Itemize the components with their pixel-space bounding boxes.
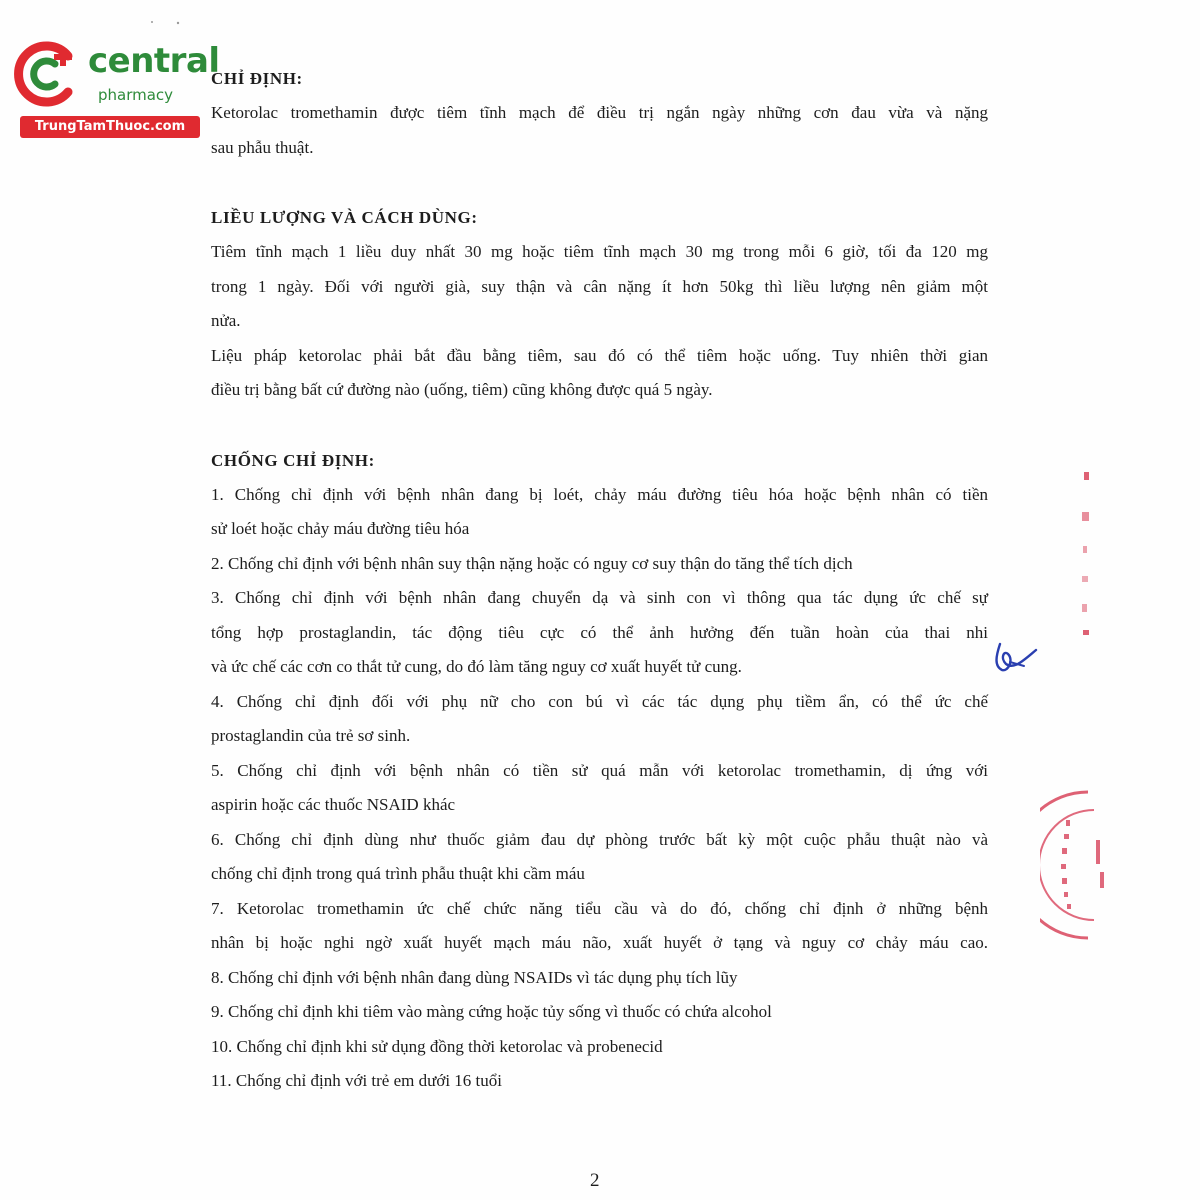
text-line: 1. Chống chỉ định với bệnh nhân đang bị loét, chảy máu đường tiêu hóa hoặc bệnh nhân có tiền bbox=[211, 484, 988, 504]
partial-seal-icon bbox=[1040, 780, 1120, 950]
text-line: 3. Chống chỉ định với bệnh nhân đang chuyển dạ và sinh con vì thông qua tác dụng ức chế sự bbox=[211, 588, 988, 607]
section-title: CHỐNG CHỈ ĐỊNH: bbox=[211, 450, 375, 470]
text-line: sử loét hoặc chảy máu đường tiêu hóa bbox=[211, 519, 470, 538]
signature-icon bbox=[990, 636, 1044, 678]
text-line: prostaglandin của trẻ sơ sinh. bbox=[211, 726, 411, 745]
text-line: 10. Chống chỉ định khi sử dụng đồng thời ketorolac và probenecid bbox=[211, 1036, 663, 1056]
text-line: sau phẫu thuật. bbox=[211, 137, 314, 157]
text-line: 4. Chống chỉ định đối với phụ nữ cho con bú vì các tác dụng phụ tiềm ẩn, có thể ức chế bbox=[211, 691, 988, 711]
text-line: 2. Chống chỉ định với bệnh nhân suy thận nặng hoặc có nguy cơ suy thận do tăng thể tích dịch bbox=[211, 553, 853, 573]
text-line: 6. Chống chỉ định dùng như thuốc giảm đau dự phòng trước bất kỳ một cuộc phẫu thuật nào và bbox=[211, 829, 988, 849]
logo-mark-icon bbox=[10, 38, 82, 110]
section-indication bbox=[211, 62, 988, 165]
logo-sub-text: pharmacy bbox=[98, 86, 174, 104]
text-line: 7. Ketorolac tromethamin ức chế chức năng tiểu cầu và do đó, chống chỉ định ở những bệnh bbox=[211, 898, 988, 918]
text-line: 5. Chống chỉ định với bệnh nhân có tiền sử quá mẫn với ketorolac tromethamin, dị ứng với bbox=[211, 760, 988, 780]
text-line: nửa. bbox=[211, 311, 241, 330]
text-line: Tiêm tĩnh mạch 1 liều duy nhất 30 mg hoặc tiêm tĩnh mạch 30 mg trong mỗi 6 giờ, tối đa 120 mg bbox=[211, 242, 988, 261]
section-contraindication bbox=[211, 444, 988, 1099]
scan-specks bbox=[148, 14, 188, 24]
text-line: chống chỉ định trong quá trình phẫu thuật khi cầm máu bbox=[211, 864, 585, 883]
section-title: CHỈ ĐỊNH: bbox=[211, 69, 303, 88]
text-line: Ketorolac tromethamin được tiêm tĩnh mạch để điều trị ngắn ngày những cơn đau vừa và nặng bbox=[211, 103, 988, 122]
logo-site-badge[interactable]: TrungTamThuoc.com bbox=[20, 116, 200, 138]
text-line: và ức chế các cơn co thắt tử cung, do đó làm tăng nguy cơ xuất huyết tử cung. bbox=[211, 657, 742, 676]
text-line: điều trị bằng bất cứ đường nào (uống, tiêm) cũng không được quá 5 ngày. bbox=[211, 380, 713, 399]
text-line: 11. Chống chỉ định với trẻ em dưới 16 tuổi bbox=[211, 1071, 502, 1090]
text-line: aspirin hoặc các thuốc NSAID khác bbox=[211, 795, 456, 814]
edge-stamp-marks bbox=[1070, 468, 1100, 648]
logo-brand-text: central bbox=[88, 41, 220, 81]
text-line: nhân bị hoặc nghi ngờ xuất huyết mạch máu não, xuất huyết ở tạng và nguy cơ chảy máu cao. bbox=[211, 933, 988, 952]
text-line: 9. Chống chỉ định khi tiêm vào màng cứng hoặc tủy sống vì thuốc có chứa alcohol bbox=[211, 1002, 772, 1021]
text-line: tổng hợp prostaglandin, tác động tiêu cực có thể ảnh hưởng đến tuần hoàn của thai nhi bbox=[211, 622, 988, 642]
text-line: 8. Chống chỉ định với bệnh nhân đang dùng NSAIDs vì tác dụng phụ tích lũy bbox=[211, 967, 738, 987]
document-content bbox=[211, 62, 988, 1099]
section-dosage bbox=[211, 201, 988, 408]
text-line: trong 1 ngày. Đối với người già, suy thận và cân nặng ít hơn 50kg thì liều lượng nên giảm một bbox=[211, 276, 988, 296]
central-pharmacy-logo[interactable] bbox=[8, 38, 218, 138]
page-number: 2 bbox=[590, 1170, 600, 1191]
section-title: LIỀU LƯỢNG VÀ CÁCH DÙNG: bbox=[211, 208, 478, 227]
text-line: Liệu pháp ketorolac phải bắt đầu bằng tiêm, sau đó có thể tiêm hoặc uống. Tuy nhiên thời gian bbox=[211, 345, 988, 365]
